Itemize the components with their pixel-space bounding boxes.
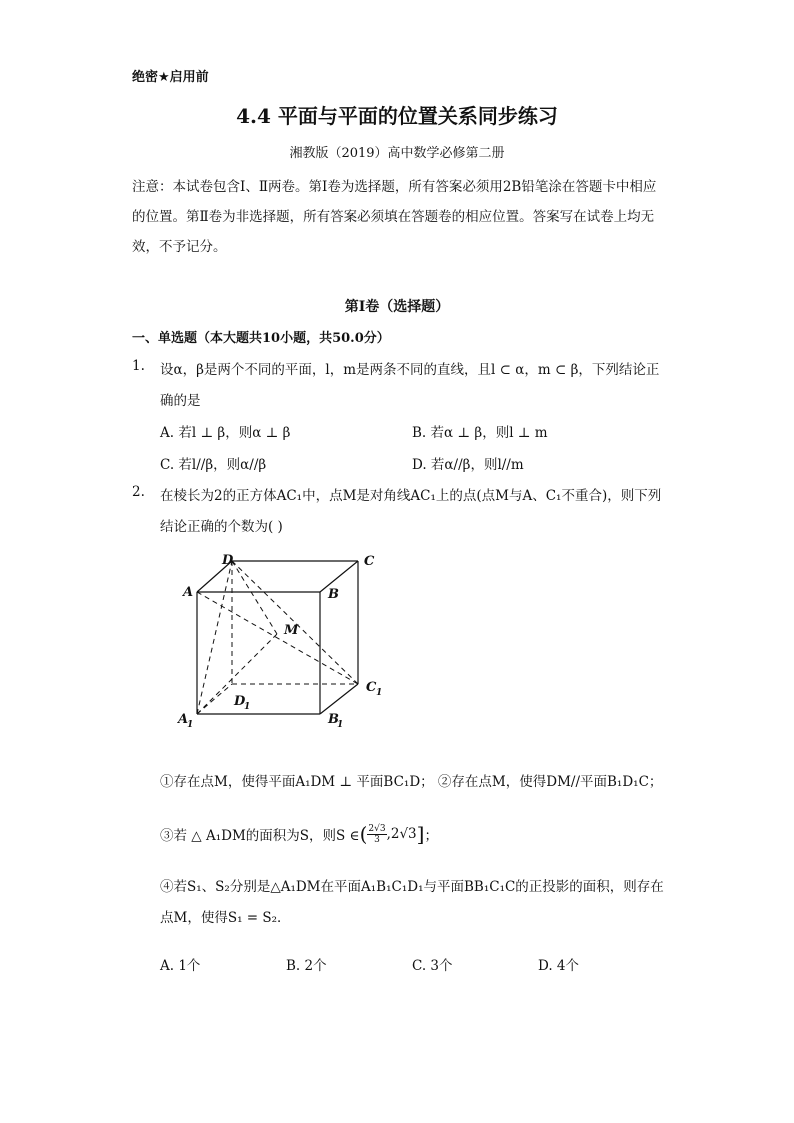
- label-A: A: [183, 585, 194, 600]
- stmt3-interval-rest: ,2√3: [386, 826, 417, 842]
- label-C1: C: [366, 680, 377, 695]
- label-C1-sub: 1: [376, 688, 383, 698]
- page-title: 4.4 平面与平面的位置关系同步练习: [236, 104, 558, 128]
- q2-statement-1-2: ①存在点M，使得平面A₁DM ⊥ 平面BC₁D； ②存在点M，使得DM//平面B₁D₁C；: [160, 774, 663, 790]
- q1-number: 1.: [132, 358, 145, 374]
- q2-option-d[interactable]: D. 4个: [538, 958, 580, 974]
- cube-figure: [170, 548, 390, 733]
- label-C: C: [364, 554, 375, 569]
- q2-line2: 结论正确的个数为( ): [160, 519, 283, 535]
- secret-label: 绝密★启用前: [132, 70, 209, 85]
- edge-BC: [320, 561, 358, 592]
- stmt3-suffix: ；: [424, 828, 438, 844]
- q1-option-d[interactable]: D. 若α//β，则l//m: [412, 457, 524, 473]
- label-B1: B: [328, 712, 339, 727]
- q1-option-b[interactable]: B. 若α ⊥ β，则l ⊥ m: [412, 425, 548, 441]
- stmt3-open-paren: (: [359, 822, 368, 846]
- q2-option-a[interactable]: A. 1个: [160, 958, 201, 974]
- q2-statement-3: [160, 822, 438, 846]
- segment-A1D: [197, 561, 232, 714]
- label-B1-sub: 1: [337, 720, 344, 730]
- q1-line2: 确的是: [160, 393, 201, 409]
- label-A1: A: [178, 712, 189, 727]
- label-B: B: [328, 587, 339, 602]
- label-D1-sub: 1: [244, 702, 251, 712]
- label-D1: D: [234, 694, 246, 709]
- part-title: 一、单选题（本大题共10小题，共50.0分）: [132, 331, 390, 346]
- stmt3-fraction: [367, 824, 386, 845]
- q1-option-c[interactable]: C. 若l//β，则α//β: [160, 457, 267, 473]
- q2-statement-4-line1: ④若S₁、S₂分别是△A₁DM在平面A₁B₁C₁D₁与平面BB₁C₁C的正投影的面积，则存在: [160, 879, 664, 895]
- label-A1-sub: 1: [187, 720, 194, 730]
- stmt3-prefix: ③若 △ A₁DM的面积为S，则S ∈: [160, 828, 360, 844]
- q2-number: 2.: [132, 484, 145, 500]
- edge-B1C1: [320, 684, 358, 714]
- q2-option-b[interactable]: B. 2个: [286, 958, 327, 974]
- q2-line1: 在棱长为2的正方体AC₁中，点M是对角线AC₁上的点(点M与A、C₁不重合)，则下列: [160, 488, 662, 504]
- stmt3-fraction-denominator: 3: [374, 834, 380, 845]
- stmt3-close-bracket: ]: [416, 822, 425, 846]
- stmt3-fraction-numerator: 2√3: [368, 823, 386, 834]
- section-title: 第Ⅰ卷（选择题）: [344, 299, 450, 315]
- label-M: M: [284, 623, 299, 638]
- label-D: D: [222, 553, 234, 568]
- exam-notice: 注意：本试卷包含Ⅰ、Ⅱ两卷。第Ⅰ卷为选择题，所有答案必须用2B铅笔涂在答题卡中相应的位置。第Ⅱ卷为非选择题，所有答案必须填在答题卷的相应位置。答案写在试卷上均无效，不予记分。: [132, 179, 657, 255]
- q1-option-a[interactable]: A. 若l ⊥ β，则α ⊥ β: [160, 425, 291, 441]
- q2-statement-4-line2: 点M，使得S₁ = S₂．: [160, 910, 291, 926]
- q2-option-c[interactable]: C. 3个: [412, 958, 453, 974]
- edge-A1D1-hidden: [197, 684, 232, 714]
- q1-line1: 设α，β是两个不同的平面，l，m是两条不同的直线，且l ⊂ α，m ⊂ β，下列结论正: [160, 362, 660, 378]
- page-subtitle: 湘教版（2019）高中数学必修第二册: [289, 146, 505, 161]
- segment-DM: [232, 561, 277, 634]
